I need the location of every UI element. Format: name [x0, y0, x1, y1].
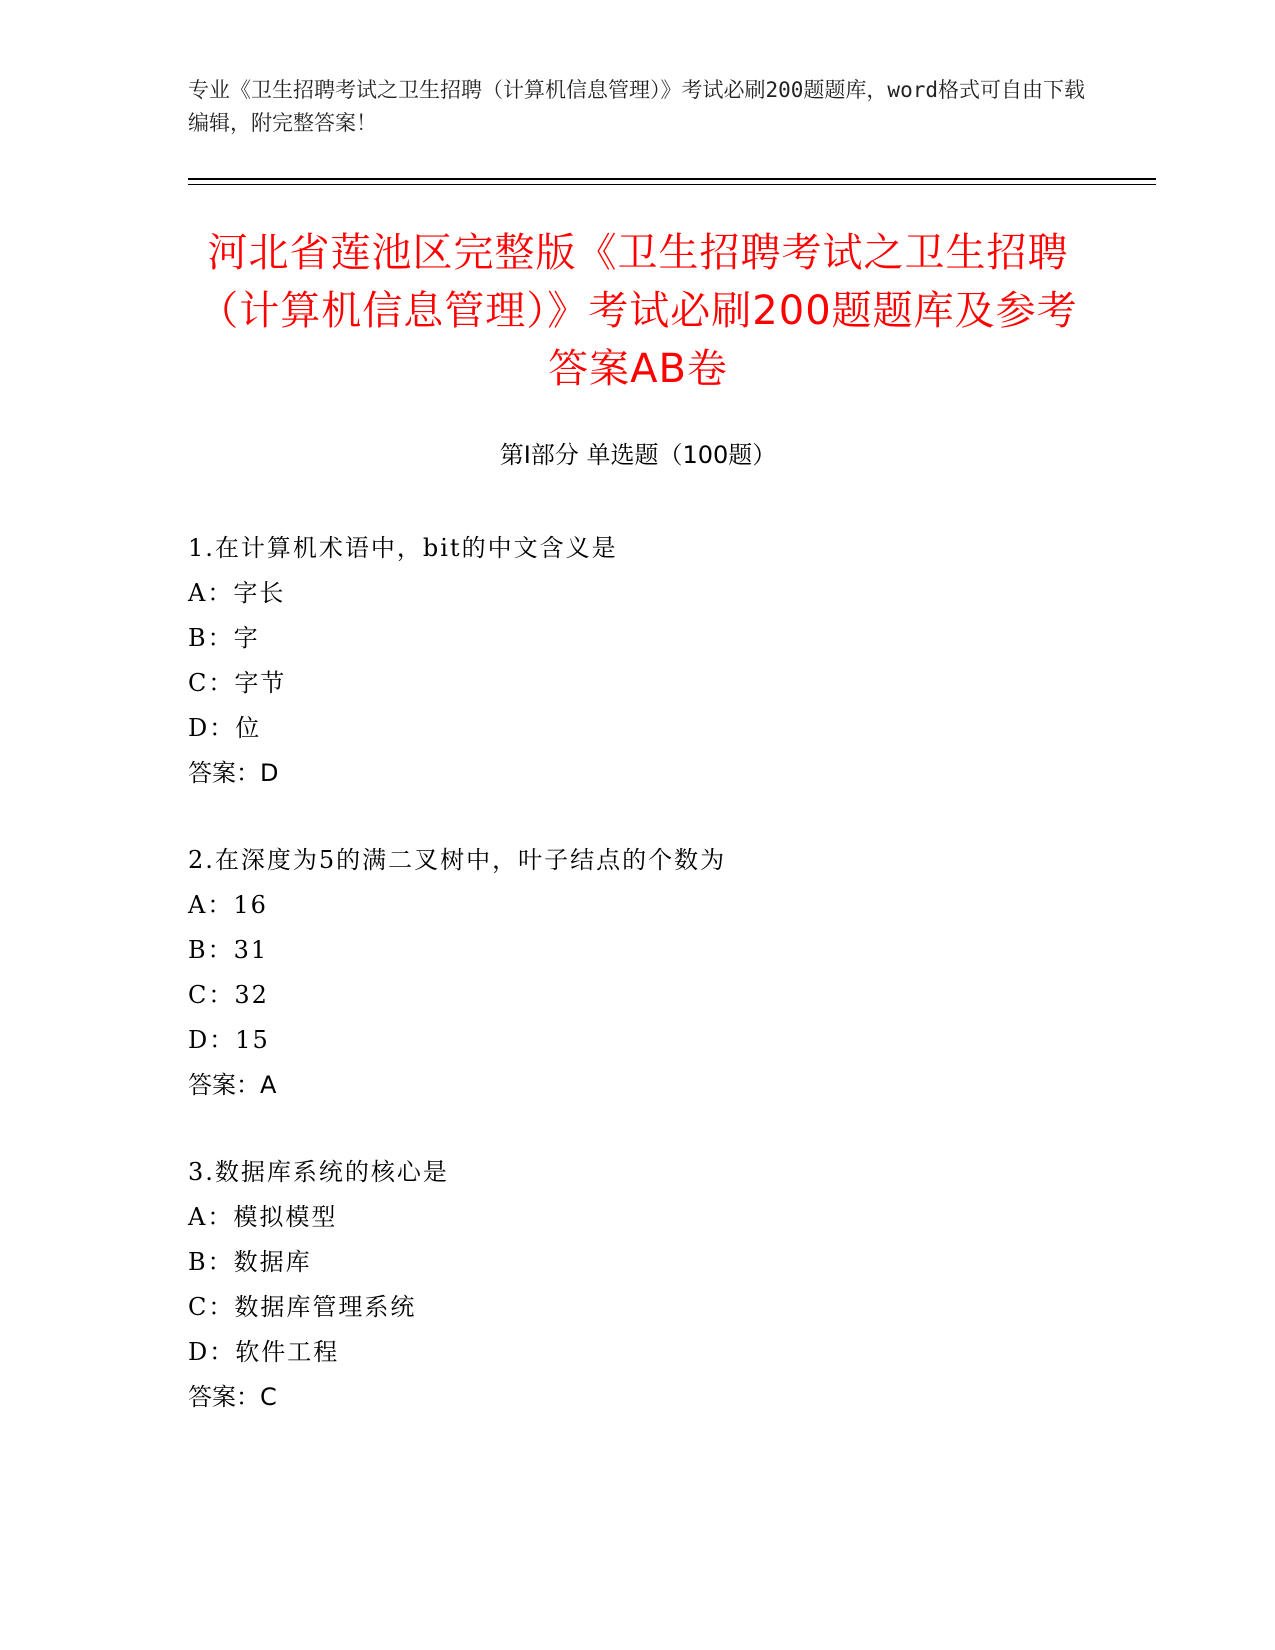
option-c: C：32 — [188, 981, 269, 1009]
question-item — [188, 1150, 1138, 1420]
question-stem: 1.在计算机术语中，bit的中文含义是 — [188, 534, 618, 562]
option-d: D：15 — [188, 1026, 270, 1054]
option-c: C：字节 — [188, 669, 287, 697]
option-a: A：字长 — [188, 579, 286, 607]
document-title: 河北省莲池区完整版《卫生招聘考试之卫生招聘（计算机信息管理）》考试必刷200题题库及参考答案AB卷 — [198, 230, 1078, 392]
answer-line: 答案：D — [188, 759, 279, 787]
option-b: B：字 — [188, 624, 260, 652]
question-item — [188, 526, 1138, 796]
option-a: A：16 — [188, 891, 268, 919]
question-list — [188, 526, 1138, 1462]
answer-line: 答案：A — [188, 1071, 277, 1099]
option-a: A：模拟模型 — [188, 1203, 338, 1231]
section-heading: 第Ⅰ部分 单选题（100题） — [499, 441, 777, 469]
question-stem: 2.在深度为5的满二叉树中，叶子结点的个数为 — [188, 846, 727, 874]
option-b: B：31 — [188, 936, 269, 964]
option-c: C：数据库管理系统 — [188, 1293, 417, 1321]
option-b: B：数据库 — [188, 1248, 312, 1276]
option-d: D：软件工程 — [188, 1338, 340, 1366]
option-d: D：位 — [188, 714, 262, 742]
answer-line: 答案：C — [188, 1383, 277, 1411]
header-note: 专业《卫生招聘考试之卫生招聘（计算机信息管理）》考试必刷200题题库，word格式可自由下载编辑，附完整答案！ — [188, 78, 1085, 135]
question-item — [188, 838, 1138, 1108]
header-divider-thin — [188, 184, 1156, 185]
header-divider-thick — [188, 178, 1156, 180]
question-stem: 3.数据库系统的核心是 — [188, 1158, 449, 1186]
